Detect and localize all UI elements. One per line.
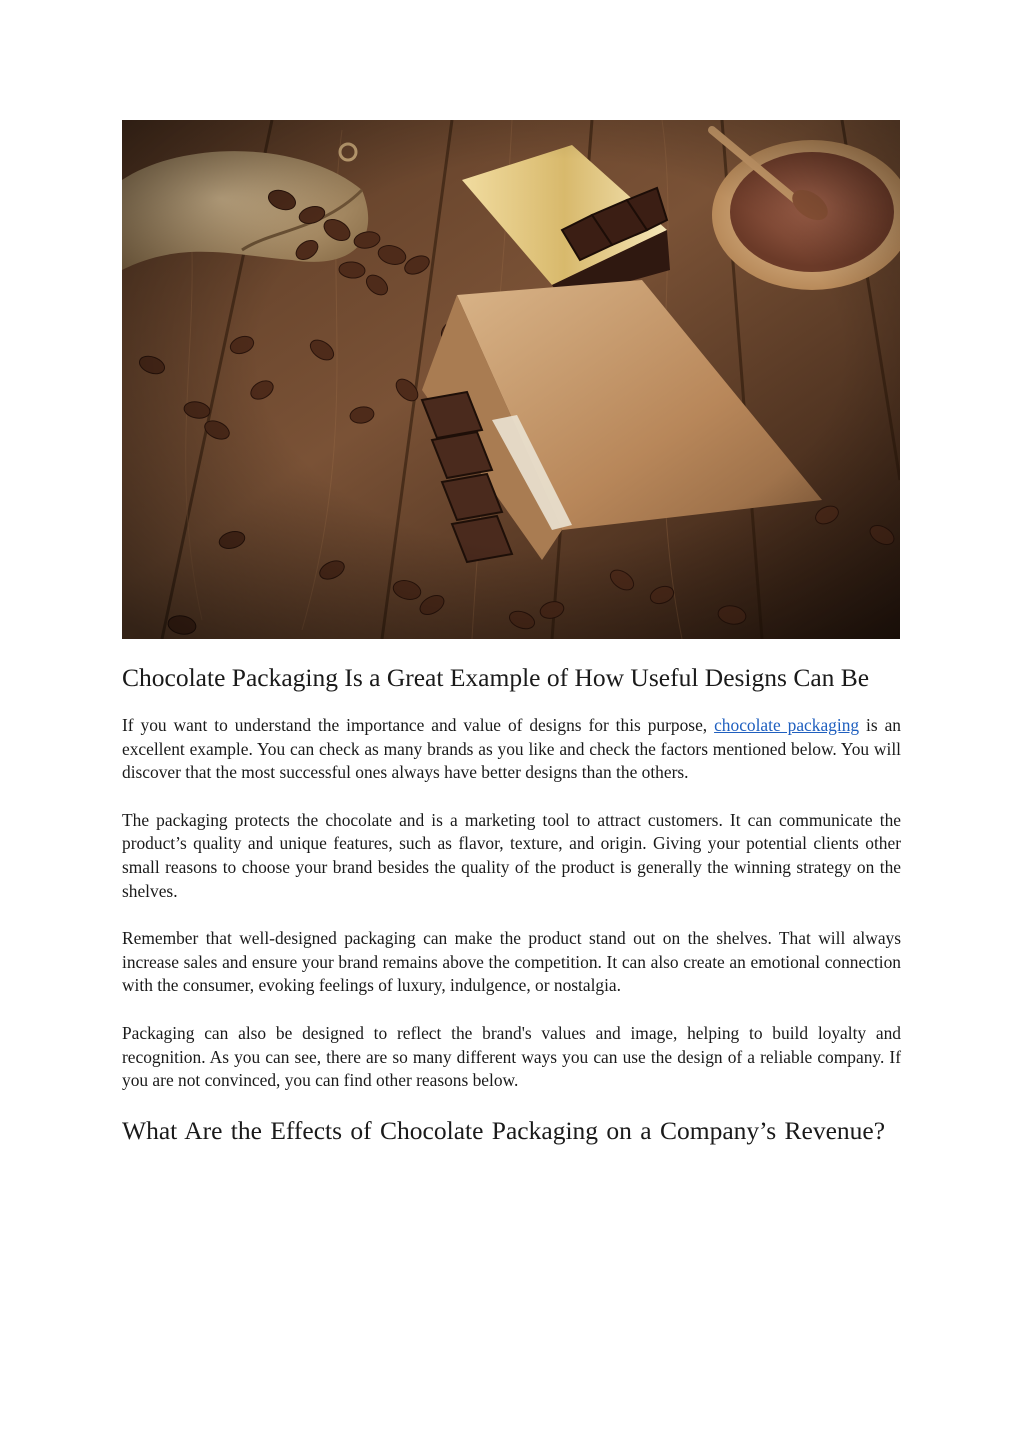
section-heading-chocolate-packaging: Chocolate Packaging Is a Great Example of How Useful Designs Can Be (122, 663, 870, 692)
paragraph-intro-text-after: is an excellent example. You can check as many brands as you like and check the factors mentioned below. You will discover that the most successful ones always have better designs than the others. (122, 715, 901, 783)
paragraph-protection-marketing: The packaging protects the chocolate and is a marketing tool to attract customers. It can communicate the product’s quality and unique features, such as flavor, texture, and origin. Giving your potential clients other small reasons to choose your brand besides the quality of the product is generally the winning strategy on the shelves. (122, 809, 901, 901)
paragraph-intro (122, 714, 901, 785)
paragraph-stand-out: Remember that well-designed packaging can make the product stand out on the shelves. That will always increase sales and ensure your brand remains above the competition. It can also create an emotional connection with the consumer, evoking feelings of luxury, indulgence, or nostalgia. (122, 928, 901, 996)
hero-image (122, 120, 900, 639)
paragraph-intro-text-before: If you want to understand the importance and value of designs for this purpose, (122, 715, 715, 735)
paragraph-brand-values: Packaging can also be designed to reflect the brand's values and image, helping to build loyalty and recognition. As you can see, there are so many different ways you can use the design of a reliable company. If you are not convinced, you can find other reasons below. (122, 1022, 901, 1091)
article-body (122, 662, 901, 1147)
section-heading-revenue-effects: What Are the Effects of Chocolate Packaging on a Company’s Revenue? (122, 1115, 886, 1145)
chocolate-packaging-link[interactable]: chocolate packaging (714, 715, 860, 735)
